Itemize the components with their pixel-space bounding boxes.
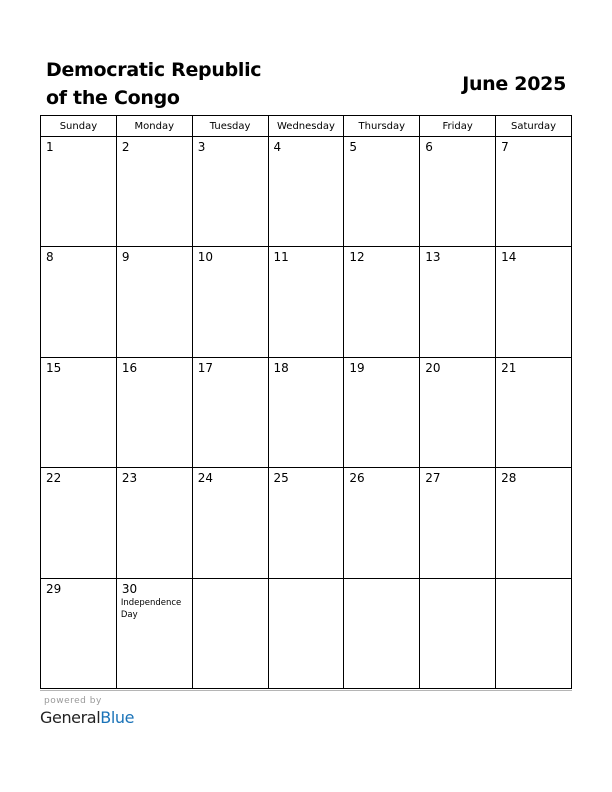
day-number: 14 xyxy=(501,250,517,265)
day-cell xyxy=(268,247,344,357)
day-cell xyxy=(41,578,117,688)
weekday-header: Tuesday xyxy=(192,116,268,137)
day-cell xyxy=(116,468,192,578)
day-cell xyxy=(41,137,117,247)
day-cell-empty xyxy=(344,578,420,688)
day-number: 7 xyxy=(501,140,509,154)
weekday-header: Friday xyxy=(420,116,496,137)
calendar-grid xyxy=(40,115,572,689)
day-cell xyxy=(268,357,344,467)
day-cell xyxy=(420,357,496,467)
brand-general-text: General xyxy=(40,708,101,727)
day-number: 23 xyxy=(121,471,138,486)
week-row xyxy=(41,468,572,578)
day-number: 15 xyxy=(46,360,62,375)
day-cell xyxy=(420,137,496,247)
day-number: 11 xyxy=(273,250,289,265)
day-cell xyxy=(268,468,344,578)
day-number: 12 xyxy=(349,250,365,265)
day-cell xyxy=(116,247,192,357)
brand-blue-text: Blue xyxy=(100,708,135,727)
day-number: 10 xyxy=(197,250,213,265)
country-title-line1: Democratic Republic xyxy=(46,59,262,81)
day-number: 21 xyxy=(501,360,517,375)
day-cell xyxy=(496,468,572,578)
day-cell xyxy=(41,468,117,578)
day-cell xyxy=(344,137,420,247)
day-number: 26 xyxy=(349,471,365,486)
day-cell-empty xyxy=(268,578,344,688)
footer-divider xyxy=(40,690,572,691)
holiday-label xyxy=(117,596,192,621)
weekday-header: Sunday xyxy=(41,116,117,137)
day-cell xyxy=(344,357,420,467)
holiday-label-line1: Independence xyxy=(120,597,182,608)
weekday-header-row xyxy=(41,116,572,137)
day-cell xyxy=(41,247,117,357)
day-cell xyxy=(496,357,572,467)
day-number: 28 xyxy=(501,471,517,486)
day-cell xyxy=(41,357,117,467)
day-cell xyxy=(192,137,268,247)
day-cell-empty xyxy=(420,578,496,688)
day-number: 27 xyxy=(425,471,441,486)
day-number: 17 xyxy=(197,360,213,375)
day-number: 8 xyxy=(46,250,54,265)
week-row xyxy=(41,357,572,467)
week-row xyxy=(41,247,572,357)
day-number: 18 xyxy=(273,360,289,375)
day-cell-empty xyxy=(496,578,572,688)
day-number: 19 xyxy=(349,360,365,375)
day-cell xyxy=(192,357,268,467)
day-number: 2 xyxy=(121,140,130,154)
day-number: 3 xyxy=(197,140,206,154)
day-cell-empty xyxy=(192,578,268,688)
day-cell xyxy=(192,247,268,357)
weekday-header: Thursday xyxy=(344,116,420,137)
day-number: 1 xyxy=(46,140,54,154)
day-number: 4 xyxy=(273,140,282,154)
day-cell xyxy=(116,137,192,247)
day-number: 29 xyxy=(46,581,62,596)
day-number: 25 xyxy=(273,471,289,486)
day-number: 16 xyxy=(121,360,138,375)
day-cell xyxy=(116,357,192,467)
day-number: 30 xyxy=(121,581,138,596)
day-number: 9 xyxy=(121,250,130,265)
day-cell-holiday xyxy=(116,578,192,688)
week-row xyxy=(41,578,572,688)
holiday-label-line2: Day xyxy=(120,609,138,620)
day-cell xyxy=(344,468,420,578)
day-cell xyxy=(420,468,496,578)
day-number: 5 xyxy=(349,140,358,154)
footer xyxy=(40,690,572,727)
country-title-line2: of the Congo xyxy=(46,87,180,109)
powered-by-text: powered by xyxy=(44,696,102,706)
day-number: 20 xyxy=(425,360,441,375)
day-number: 24 xyxy=(197,471,213,486)
day-cell xyxy=(192,468,268,578)
day-cell xyxy=(496,247,572,357)
month-year-title: June 2025 xyxy=(462,73,566,95)
weekday-header: Saturday xyxy=(496,116,572,137)
day-cell xyxy=(420,247,496,357)
calendar-country-title xyxy=(46,56,306,112)
weekday-header: Wednesday xyxy=(268,116,344,137)
generalblue-logo[interactable] xyxy=(40,708,134,727)
week-row xyxy=(41,137,572,247)
day-number: 13 xyxy=(425,250,441,265)
day-cell xyxy=(268,137,344,247)
day-cell xyxy=(496,137,572,247)
day-cell xyxy=(344,247,420,357)
weekday-header: Monday xyxy=(116,116,192,137)
day-number: 22 xyxy=(46,471,62,486)
day-number: 6 xyxy=(425,140,433,154)
